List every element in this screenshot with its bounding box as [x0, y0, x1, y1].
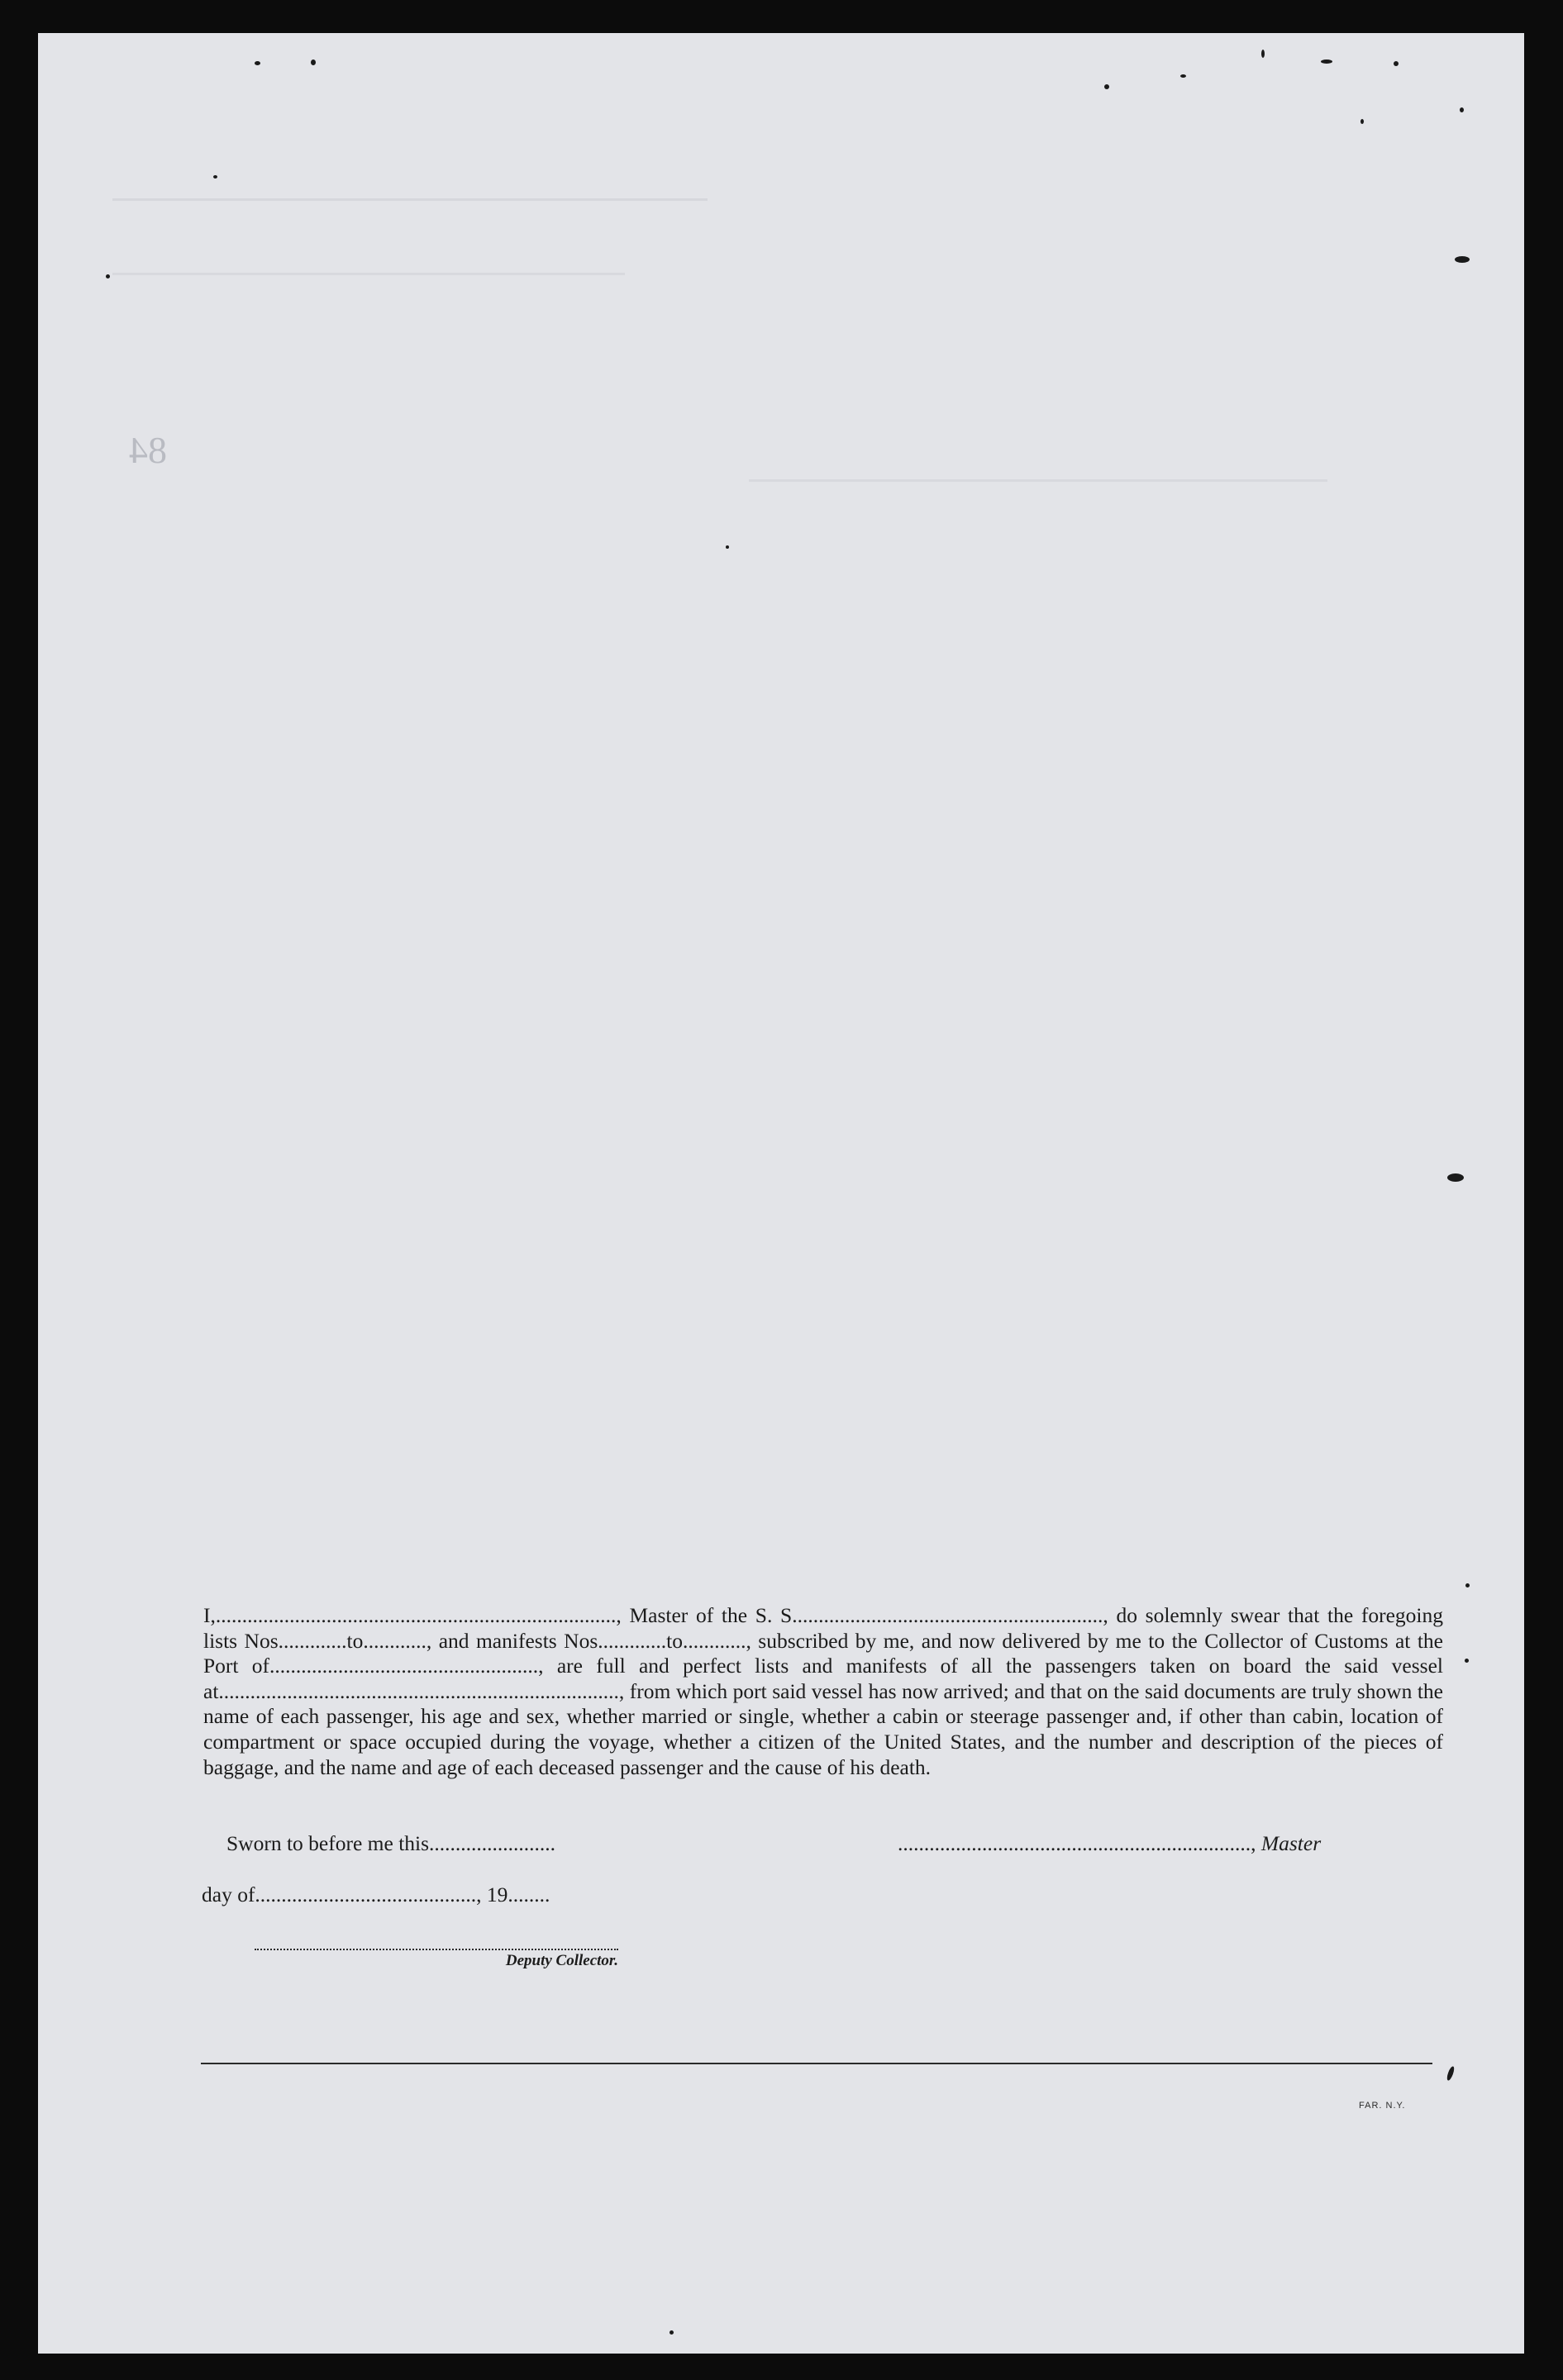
- master-label: Master: [1260, 1831, 1322, 1855]
- scan-speck: [1360, 119, 1364, 124]
- master-oath-paragraph: I,............................................................................, Master of the S. S..........................................................., do solemnly swear that the foregoing lists Nos.............to............, and manifests Nos.............to............, subscribed by me, and now delivered by me to the Collector of Customs at the Port of..................................................., are full and perfect lists and manifests of all the passengers taken on board the said vessel at............................................................................, from which port said vessel has now arrived; and that on the said documents are truly shown the name of each passenger, his age and sex, whether married or single, whether a cabin or steerage passenger and, if other than cabin, location of compartment or space occupied during the voyage, whether a citizen of the United States, and the number and description of the pieces of baggage, and the name and age of each deceased passenger and the cause of his death.: [203, 1603, 1443, 1779]
- deputy-collector-label: Deputy Collector.: [505, 1952, 618, 1969]
- master-signature-dots: ...................................................................,: [898, 1831, 1261, 1855]
- scan-speck: [1180, 74, 1186, 78]
- scan-speck: [106, 274, 110, 278]
- scan-speck: [255, 61, 260, 65]
- scan-speck: [1394, 61, 1399, 66]
- footer-rule: [201, 2063, 1432, 2064]
- printer-mark: FAR. N.Y.: [1359, 2101, 1406, 2111]
- scan-speck: [1460, 107, 1464, 112]
- bleed-through-line: [112, 198, 708, 201]
- sworn-before-line: Sworn to before me this........................: [226, 1831, 556, 1855]
- scan-speck: [1261, 50, 1265, 58]
- deputy-signature-dotted-line: [255, 1949, 618, 1950]
- scan-speck: [1447, 1173, 1464, 1182]
- bleed-through-number: 84: [129, 429, 167, 471]
- day-of-line: day of.........................................., 19........: [202, 1883, 550, 1906]
- scan-speck: [1446, 2066, 1456, 2082]
- bleed-through-line: [112, 273, 625, 275]
- scan-speck: [726, 545, 729, 549]
- scan-speck: [1455, 256, 1470, 263]
- scan-speck: [670, 2330, 674, 2335]
- scan-speck: [1465, 1583, 1470, 1587]
- scan-speck: [1465, 1659, 1469, 1663]
- scan-speck: [213, 175, 217, 178]
- scan-speck: [311, 60, 316, 65]
- master-signature-line: [898, 1831, 1321, 1856]
- document-page: [38, 33, 1524, 2354]
- scan-speck: [1104, 84, 1109, 89]
- scan-speck: [1321, 60, 1332, 64]
- bleed-through-line: [749, 479, 1327, 482]
